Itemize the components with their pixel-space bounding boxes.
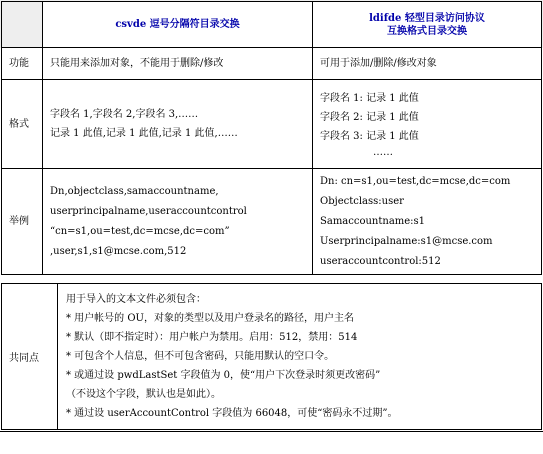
- bottom-divider: [0, 431, 543, 432]
- row-format: [2, 80, 542, 169]
- row-label-example: 举例: [2, 169, 43, 275]
- header-csvde-text: csvde 逗号分隔符目录交换: [115, 19, 240, 30]
- ldifde-example-line: useraccountcontrol:512: [320, 255, 441, 267]
- ldifde-format-cell: [313, 80, 542, 169]
- csvde-format-cell: [43, 80, 313, 169]
- ldifde-format-ellipsis: ……: [373, 146, 393, 158]
- ldifde-format-line: 字段名 1: 记录 1 此值: [320, 92, 419, 104]
- csvde-example-line: userprincipalname,useraccountcontrol: [50, 205, 247, 217]
- csvde-function-cell: [43, 48, 313, 80]
- csvde-function-text: 只能用来添加对象，不能用于删除/修改: [50, 58, 224, 69]
- common-table: [1, 283, 542, 430]
- common-line: * 通过设 userAccountControl 字段值为 66048，可使“密码永不过期”。: [66, 408, 398, 419]
- common-label: 共同点: [2, 284, 58, 430]
- common-line: * 或通过设 pwdLastSet 字段值为 0，使“用户下次登录时须更改密码”: [66, 370, 381, 381]
- csvde-format-line: 记录 1 此值,记录 1 此值,记录 1 此值,……: [50, 128, 238, 139]
- header-ldifde-line2: 互换格式目录交换: [387, 25, 467, 37]
- ldifde-example-line: Objectclass:user: [320, 195, 404, 207]
- row-label-format: 格式: [2, 80, 43, 169]
- ldifde-example-line: Samaccountname:s1: [320, 215, 426, 227]
- common-line: （不设这个字段，默认也是如此）。: [66, 389, 221, 400]
- common-row: [2, 284, 542, 430]
- header-corner-cell: [2, 2, 43, 48]
- ldifde-example-cell: [313, 169, 542, 275]
- comparison-table: [1, 1, 542, 275]
- ldifde-function-cell: [313, 48, 542, 80]
- common-line: * 用户帐号的 OU，对象的类型以及用户登录名的路径，用户主名: [66, 313, 354, 324]
- common-line: * 可包含个人信息，但不可包含密码，只能用默认的空口令。: [66, 351, 335, 362]
- common-line: * 默认（即不指定时）：用户帐户为禁用。启用：512，禁用：514: [66, 332, 358, 343]
- csvde-example-line: Dn,objectclass,samaccountname,: [50, 185, 219, 197]
- csvde-example-cell: [43, 169, 313, 275]
- header-csvde: [43, 2, 313, 48]
- header-ldifde: [313, 2, 542, 48]
- common-line: 用于导入的文本文件必须包含：: [66, 294, 206, 305]
- csvde-example-line: “cn=s1,ou=test,dc=mcse,dc=com”: [50, 225, 230, 237]
- ldifde-format-line: 字段名 3: 记录 1 此值: [320, 130, 419, 142]
- ldifde-function-text: 可用于添加/删除/修改对象: [320, 58, 437, 69]
- row-label-function: 功能: [2, 48, 43, 80]
- csvde-example-line: ,user,s1,s1@mcse.com,512: [50, 245, 187, 257]
- ldifde-format-line: 字段名 2: 记录 1 此值: [320, 111, 419, 123]
- ldifde-example-line: Userprincipalname:s1@mcse.com: [320, 235, 493, 247]
- ldifde-example-line: Dn: cn=s1,ou=test,dc=mcse,dc=com: [320, 175, 511, 187]
- common-content-cell: [58, 284, 542, 430]
- header-ldifde-line1: ldifde 轻型目录访问协议: [369, 12, 485, 24]
- row-example: [2, 169, 542, 275]
- row-function: [2, 48, 542, 80]
- header-row: [2, 2, 542, 48]
- csvde-format-line: 字段名 1,字段名 2,字段名 3,……: [50, 109, 199, 120]
